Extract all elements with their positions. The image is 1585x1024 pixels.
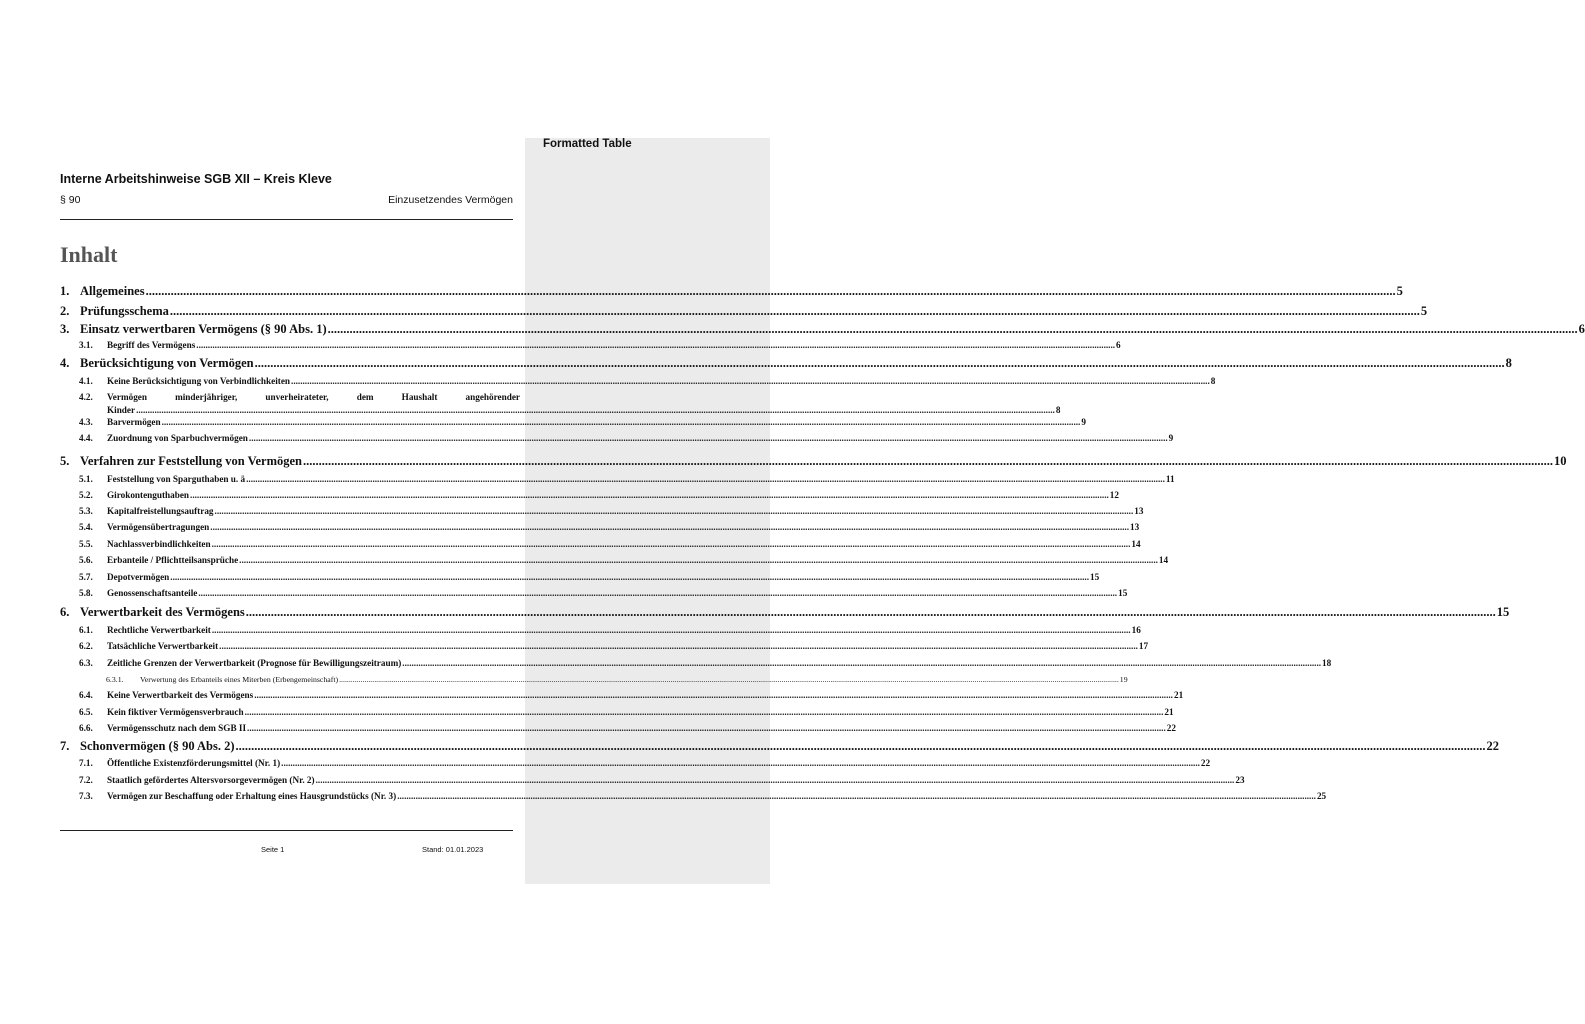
toc-entry-page: 17 xyxy=(1138,641,1149,651)
toc-dot-leader: ................................................................................................................................................................................................................................................................................................................................................................................................................ xyxy=(210,522,1130,532)
toc-entry-title: Rechtliche Verwertbarkeit xyxy=(107,625,211,635)
comment-pane-label: Formatted Table xyxy=(543,138,632,150)
toc-entry-page: 19 xyxy=(1119,675,1128,684)
toc-dot-leader: ................................................................................................................................................................................................................................................................................................................................................................................................................ xyxy=(254,690,1173,700)
toc-entry-number: 3.1. xyxy=(79,340,93,350)
toc-entry-number: 3. xyxy=(60,322,70,336)
toc-entry-title: Keine Verwertbarkeit des Vermögens xyxy=(107,690,254,700)
toc-entry-page: 12 xyxy=(1109,490,1119,500)
toc-entry-4-3[interactable] xyxy=(60,417,1086,427)
toc-entry-title: Zuordnung von Sparbuchvermögen xyxy=(107,433,248,443)
toc-entry-page: 21 xyxy=(1164,707,1174,717)
toc-entry-5-7[interactable] xyxy=(60,572,1100,582)
toc-entry-5-6[interactable] xyxy=(60,555,1169,565)
toc-entry-title-continuation[interactable] xyxy=(107,405,1061,415)
toc-entry-page: 15 xyxy=(1496,605,1510,619)
toc-entry-title: Keine Berücksichtigung von Verbindlichkeiten xyxy=(107,376,291,386)
footer-date: Stand: 01.01.2023 xyxy=(422,845,484,854)
toc-entry-number: 6.5. xyxy=(79,707,93,717)
toc-dot-leader: ................................................................................................................................................................................................................................................................................................................................................................................................................ xyxy=(315,775,1235,785)
document-header-subject: Einzusetzendes Vermögen xyxy=(388,194,513,206)
toc-entry-1[interactable] xyxy=(60,284,1403,299)
toc-dot-leader: ................................................................................................................................................................................................................................................................................................................................................................................................................ xyxy=(402,658,1322,668)
toc-entry-5-8[interactable] xyxy=(60,588,1128,598)
toc-entry-title: Girokontenguthaben xyxy=(107,490,190,500)
toc-entry-title: Feststellung von Sparguthaben u. ä xyxy=(107,474,246,484)
toc-entry-number: 7. xyxy=(60,739,70,753)
toc-entry-4-4[interactable] xyxy=(60,433,1174,443)
toc-entry-number: 5.2. xyxy=(79,490,93,500)
toc-entry-number: 6.2. xyxy=(79,641,93,651)
toc-dot-leader: ................................................................................................................................................................................................................................................................................................................................................................................................................ xyxy=(397,791,1316,801)
toc-entry-2[interactable] xyxy=(60,304,1428,319)
toc-entry-number: 5.5. xyxy=(79,539,93,549)
toc-entry-title: Erbanteile / Pflichtteilsansprüche xyxy=(107,555,239,565)
toc-entry-title: Begriff des Vermögens xyxy=(107,340,196,350)
toc-entry-6-1[interactable] xyxy=(60,625,1141,635)
toc-entry-number: 6.6. xyxy=(79,723,93,733)
toc-entry-7-2[interactable] xyxy=(60,775,1245,785)
toc-entry-page: 22 xyxy=(1200,758,1211,768)
toc-entry-title: Allgemeines xyxy=(80,284,145,298)
toc-entry-6-4[interactable] xyxy=(60,690,1184,700)
toc-entry-number: 4.3. xyxy=(79,417,93,427)
toc-entry-number: 1. xyxy=(60,284,70,298)
toc-entry-page: 15 xyxy=(1118,588,1128,598)
toc-entry-number: 5.3. xyxy=(79,506,93,516)
toc-dot-leader: ................................................................................................................................................................................................................................................................................................................................................................................................................ xyxy=(219,641,1138,651)
toc-dot-leader: ................................................................................................................................................................................................................................................................................................................................................................................................................ xyxy=(339,675,1119,684)
toc-entry-page: 6 xyxy=(1116,340,1121,350)
document-header-title: Interne Arbeitshinweise SGB XII – Kreis Kleve xyxy=(60,172,332,186)
toc-entry-5-2[interactable] xyxy=(60,490,1119,500)
toc-entry-title: Staatlich gefördertes Altersvorsorgevermögen (Nr. 2) xyxy=(107,775,315,785)
toc-entry-page: 25 xyxy=(1316,791,1327,801)
toc-entry-5[interactable] xyxy=(60,454,1567,469)
toc-entry-number: 2. xyxy=(60,304,70,318)
toc-entry-page: 18 xyxy=(1322,658,1332,668)
toc-dot-leader: ................................................................................................................................................................................................................................................................................................................................................................................................................ xyxy=(161,417,1081,427)
toc-dot-leader: ................................................................................................................................................................................................................................................................................................................................................................................................................ xyxy=(169,304,1420,318)
toc-entry-title[interactable]: Vermögen minderjähriger, unverheirateter, dem Haushalt angehörender xyxy=(107,392,520,402)
toc-entry-number: 6.4. xyxy=(79,690,93,700)
toc-entry-number: 6.1. xyxy=(79,625,93,635)
toc-entry-title: Zeitliche Grenzen der Verwertbarkeit (Prognose für Bewilligungszeitraum) xyxy=(107,658,402,668)
toc-entry-5-4[interactable] xyxy=(60,522,1140,532)
toc-entry-6[interactable] xyxy=(60,605,1510,620)
toc-dot-leader: ................................................................................................................................................................................................................................................................................................................................................................................................................ xyxy=(254,356,1505,370)
toc-entry-number: 7.1. xyxy=(79,758,93,768)
toc-entry-number: 6.3.1. xyxy=(106,675,124,684)
toc-entry-6-5[interactable] xyxy=(60,707,1174,717)
toc-entry-6-3-1[interactable] xyxy=(60,675,1128,684)
toc-entry-title: Tatsächliche Verwertbarkeit xyxy=(107,641,219,651)
toc-entry-page: 14 xyxy=(1158,555,1169,565)
toc-dot-leader: ................................................................................................................................................................................................................................................................................................................................................................................................................ xyxy=(198,588,1118,598)
toc-dot-leader: ................................................................................................................................................................................................................................................................................................................................................................................................................ xyxy=(248,433,1168,443)
toc-entry-title: Nachlassverbindlichkeiten xyxy=(107,539,211,549)
toc-entry-page: 5 xyxy=(1396,284,1403,298)
toc-entry-number: 6.3. xyxy=(79,658,93,668)
toc-entry-title: Verwertung des Erbanteils eines Miterben (Erbengemeinschaft) xyxy=(140,675,339,684)
toc-entry-title: Kein fiktiver Vermögensverbrauch xyxy=(107,707,244,717)
footer-divider xyxy=(60,830,513,831)
toc-entry-title: Schonvermögen (§ 90 Abs. 2) xyxy=(80,739,235,753)
toc-entry-5-1[interactable] xyxy=(60,474,1175,484)
toc-entry-6-3[interactable] xyxy=(60,658,1332,668)
toc-entry-number: 4.4. xyxy=(79,433,93,443)
toc-dot-leader: ................................................................................................................................................................................................................................................................................................................................................................................................................ xyxy=(245,605,1496,619)
toc-entry-title: Berücksichtigung von Vermögen xyxy=(80,356,254,370)
document-header-paragraph: § 90 xyxy=(60,194,81,206)
toc-entry-number: 5.7. xyxy=(79,572,93,582)
toc-entry-page: 5 xyxy=(1420,304,1428,318)
toc-entry-number: 6. xyxy=(60,605,70,619)
toc-entry-page: 6 xyxy=(1578,322,1585,336)
toc-entry-title: Vermögensübertragungen xyxy=(107,522,210,532)
toc-entry-number: 4. xyxy=(60,356,70,370)
toc-entry-title-cont: Kinder xyxy=(107,405,136,415)
toc-dot-leader: ................................................................................................................................................................................................................................................................................................................................................................................................................ xyxy=(327,322,1578,336)
toc-entry-title: Öffentliche Existenzförderungsmittel (Nr. 1) xyxy=(107,758,281,768)
toc-entry-page: 8 xyxy=(1210,376,1216,386)
toc-entry-title: Vermögen zur Beschaffung oder Erhaltung eines Hausgrundstücks (Nr. 3) xyxy=(107,791,397,801)
toc-entry-7[interactable] xyxy=(60,739,1500,754)
toc-entry-5-5[interactable] xyxy=(60,539,1141,549)
toc-entry-title: Barvermögen xyxy=(107,417,161,427)
toc-entry-number: 5.1. xyxy=(79,474,93,484)
toc-entry-page: 14 xyxy=(1131,539,1141,549)
toc-entry-page: 13 xyxy=(1134,506,1144,516)
toc-entry-title: Prüfungsschema xyxy=(80,304,169,318)
toc-entry-title: Verwertbarkeit des Vermögens xyxy=(80,605,245,619)
toc-entry-5-3[interactable] xyxy=(60,506,1144,516)
toc-entry-page: 10 xyxy=(1554,454,1567,468)
toc-entry-number: 4.1. xyxy=(79,376,93,386)
toc-entry-page: 15 xyxy=(1090,572,1100,582)
toc-entry-number: 5.6. xyxy=(79,555,93,565)
toc-entry-title: Genossenschaftsanteile xyxy=(107,588,198,598)
toc-entry-number: 5. xyxy=(60,454,70,468)
toc-dot-leader: ................................................................................................................................................................................................................................................................................................................................................................................................................ xyxy=(239,555,1158,565)
toc-entry-3[interactable] xyxy=(60,322,1585,337)
toc-dot-leader: ................................................................................................................................................................................................................................................................................................................................................................................................................ xyxy=(246,474,1165,484)
toc-entry-title: Kapitalfreistellungsauftrag xyxy=(107,506,214,516)
toc-entry-6-2[interactable] xyxy=(60,641,1149,651)
toc-dot-leader: ................................................................................................................................................................................................................................................................................................................................................................................................................ xyxy=(145,284,1396,298)
toc-entry-page: 21 xyxy=(1173,690,1184,700)
footer-page-number: Seite 1 xyxy=(261,845,285,854)
toc-dot-leader: ................................................................................................................................................................................................................................................................................................................................................................................................................ xyxy=(170,572,1090,582)
toc-entry-page: 8 xyxy=(1505,356,1512,370)
toc-entry-3-1[interactable] xyxy=(60,340,1121,350)
toc-entry-6-6[interactable] xyxy=(60,723,1176,733)
toc-entry-page: 13 xyxy=(1130,522,1140,532)
toc-entry-title: Einsatz verwertbaren Vermögens (§ 90 Abs. 1) xyxy=(80,322,327,336)
toc-dot-leader: ................................................................................................................................................................................................................................................................................................................................................................................................................ xyxy=(303,454,1553,468)
toc-entry-page: 8 xyxy=(1055,405,1061,415)
toc-entry-number: 7.2. xyxy=(79,775,93,785)
toc-entry-page: 16 xyxy=(1131,625,1141,635)
toc-entry-page: 22 xyxy=(1166,723,1176,733)
toc-entry-page: 9 xyxy=(1168,433,1174,443)
toc-entry-7-3[interactable] xyxy=(60,791,1327,801)
toc-dot-leader: ................................................................................................................................................................................................................................................................................................................................................................................................................ xyxy=(281,758,1200,768)
toc-entry-title: Depotvermögen xyxy=(107,572,170,582)
toc-entry-number: 7.3. xyxy=(79,791,93,801)
toc-dot-leader: ................................................................................................................................................................................................................................................................................................................................................................................................................ xyxy=(291,376,1210,386)
toc-entry-4[interactable] xyxy=(60,356,1512,371)
toc-dot-leader: ................................................................................................................................................................................................................................................................................................................................................................................................................ xyxy=(190,490,1109,500)
toc-entry-title: Vermögensschutz nach dem SGB II xyxy=(107,723,247,733)
toc-entry-number: 5.4. xyxy=(79,522,93,532)
toc-dot-leader: ................................................................................................................................................................................................................................................................................................................................................................................................................ xyxy=(214,506,1134,516)
toc-entry-number: 5.8. xyxy=(79,588,93,598)
toc-entry-7-1[interactable] xyxy=(60,758,1211,768)
toc-entry-number: 4.2. xyxy=(79,392,93,402)
toc-dot-leader: ................................................................................................................................................................................................................................................................................................................................................................................................................ xyxy=(196,340,1116,350)
toc-entry-page: 22 xyxy=(1486,739,1500,753)
toc-dot-leader: ................................................................................................................................................................................................................................................................................................................................................................................................................ xyxy=(136,405,1055,415)
toc-entry-page: 9 xyxy=(1081,417,1086,427)
toc-heading: Inhalt xyxy=(60,242,118,267)
toc-entry-title: Verfahren zur Feststellung von Vermögen xyxy=(80,454,302,468)
toc-dot-leader: ................................................................................................................................................................................................................................................................................................................................................................................................................ xyxy=(247,723,1166,733)
toc-entry-page: 11 xyxy=(1165,474,1175,484)
toc-entry-4-1[interactable] xyxy=(60,376,1216,386)
toc-dot-leader: ................................................................................................................................................................................................................................................................................................................................................................................................................ xyxy=(244,707,1164,717)
toc-dot-leader: ................................................................................................................................................................................................................................................................................................................................................................................................................ xyxy=(211,625,1131,635)
toc-dot-leader: ................................................................................................................................................................................................................................................................................................................................................................................................................ xyxy=(211,539,1131,549)
toc-dot-leader: ................................................................................................................................................................................................................................................................................................................................................................................................................ xyxy=(235,739,1486,753)
toc-entry-page: 23 xyxy=(1235,775,1245,785)
